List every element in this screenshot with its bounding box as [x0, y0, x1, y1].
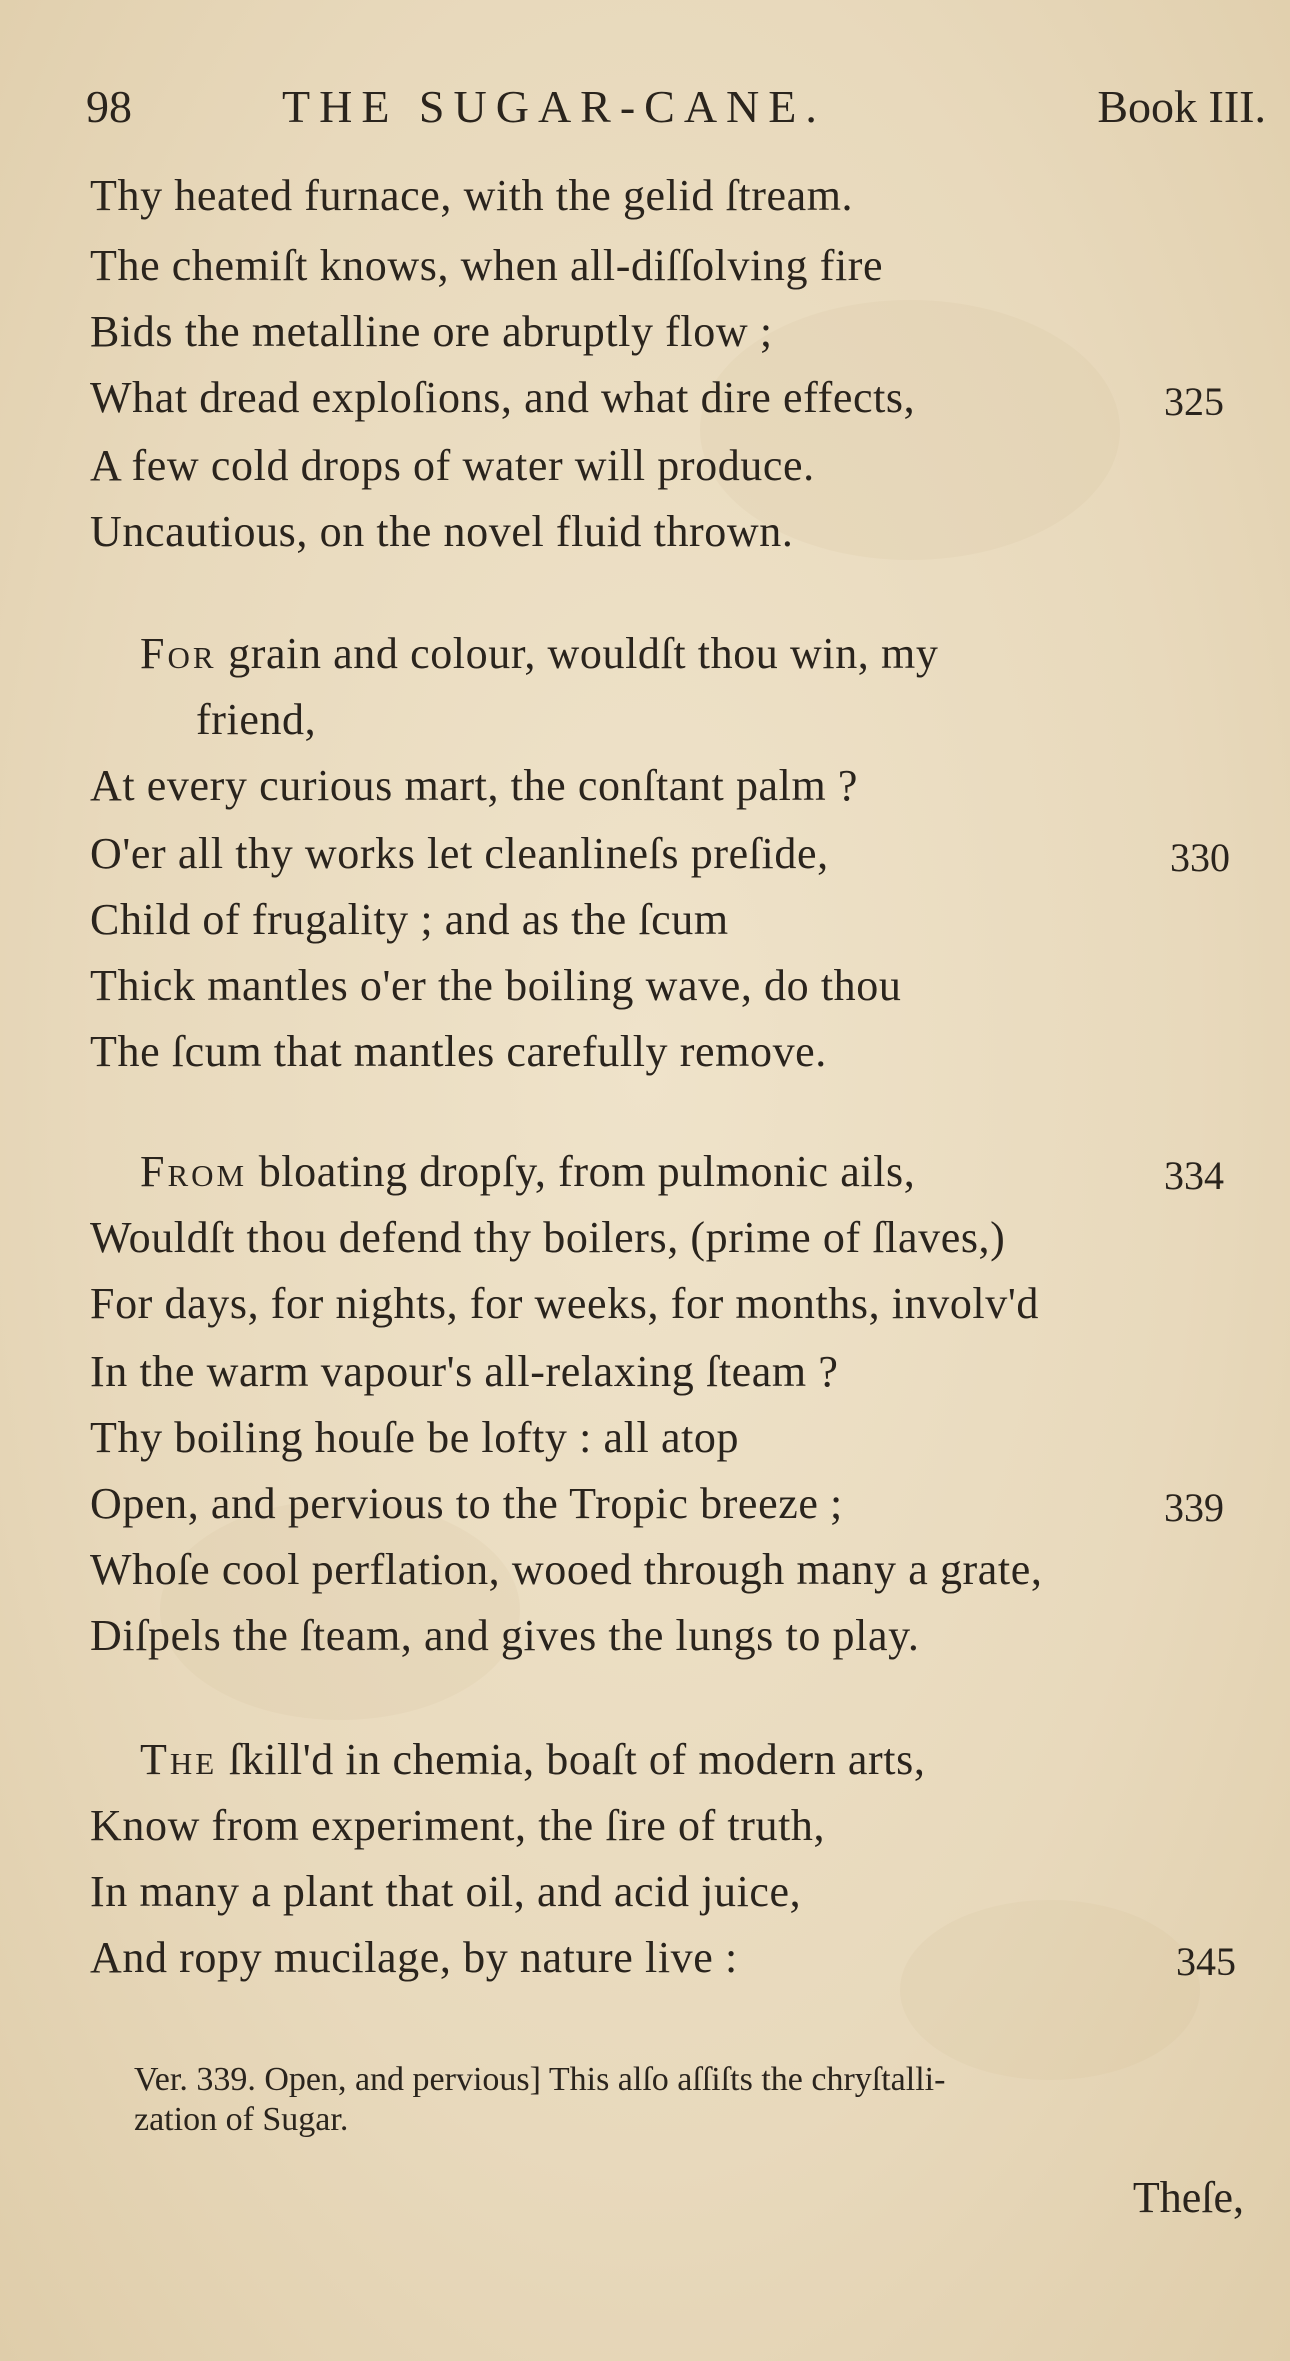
verse-line: Wouldſt thou defend thy boilers, (prime of ſlaves,) — [90, 1213, 1006, 1262]
verse-line: A few cold drops of water will produce. — [90, 441, 815, 490]
verse-line: For days, for nights, for weeks, for months, involv'd — [90, 1279, 1039, 1328]
running-title: THE SUGAR-CANE. — [282, 81, 826, 132]
verse-line: What dread exploſions, and what dire effects, — [90, 373, 916, 422]
verse-line: Uncautious, on the novel fluid thrown. — [90, 507, 794, 556]
line-number: 334 — [1164, 1153, 1224, 1198]
stanza-lead-word: For — [140, 629, 217, 678]
verse-line — [140, 1146, 915, 1197]
verse-line: Thy heated furnace, with the gelid ſtream. — [90, 171, 854, 220]
verse-line: In many a plant that oil, and acid juice, — [90, 1867, 802, 1916]
running-header — [86, 80, 1266, 140]
book-label: Book III. — [1097, 81, 1266, 132]
verse-line: Thick mantles o'er the boiling wave, do thou — [90, 961, 902, 1010]
verse-text: grain and colour, wouldſt thou win, my — [216, 629, 939, 678]
footnote — [134, 2060, 1264, 2140]
verse-line: In the warm vapour's all-relaxing ſteam ? — [90, 1347, 839, 1396]
verse-line: Child of frugality ; and as the ſcum — [90, 895, 729, 944]
verse-line: Bids the metalline ore abruptly flow ; — [90, 307, 773, 356]
paper-stain — [900, 1900, 1200, 2080]
verse-text: bloating dropſy, from pulmonic ails, — [247, 1147, 916, 1196]
line-number: 345 — [1176, 1939, 1236, 1984]
verse-text: ſkill'd in chemia, boaſt of modern arts, — [217, 1735, 926, 1784]
verse-line: And ropy mucilage, by nature live : — [90, 1933, 738, 1982]
verse-line: friend, — [196, 695, 317, 744]
page-number: 98 — [86, 81, 132, 132]
footnote-line: zation of Sugar. — [134, 2101, 349, 2138]
verse-line: The chemiſt knows, when all-diſſolving fire — [90, 241, 884, 290]
verse-line — [140, 628, 938, 679]
line-number: 325 — [1164, 379, 1224, 424]
verse-line: Know from experiment, the ſire of truth, — [90, 1801, 826, 1850]
verse-line: O'er all thy works let cleanlineſs preſide, — [90, 829, 829, 878]
verse-line: Whoſe cool perflation, wooed through many a grate, — [90, 1545, 1043, 1594]
line-number: 330 — [1170, 835, 1230, 880]
verse-line — [140, 1734, 925, 1785]
stanza-lead-word: From — [140, 1147, 248, 1196]
verse-line: Diſpels the ſteam, and gives the lungs to play. — [90, 1611, 920, 1660]
catchword: Theſe, — [1132, 2173, 1244, 2222]
verse-line: Thy boiling houſe be lofty : all atop — [90, 1413, 740, 1462]
verse-line: At every curious mart, the conſtant palm ? — [90, 761, 859, 810]
line-number: 339 — [1164, 1485, 1224, 1530]
stanza-lead-word: The — [140, 1735, 218, 1784]
verse-line: The ſcum that mantles carefully remove. — [90, 1027, 827, 1076]
verse-line: Open, and pervious to the Tropic breeze ; — [90, 1479, 843, 1528]
footnote-line: Ver. 339. Open, and pervious] This alſo aſſiſts the chryſtalli- — [134, 2061, 946, 2098]
